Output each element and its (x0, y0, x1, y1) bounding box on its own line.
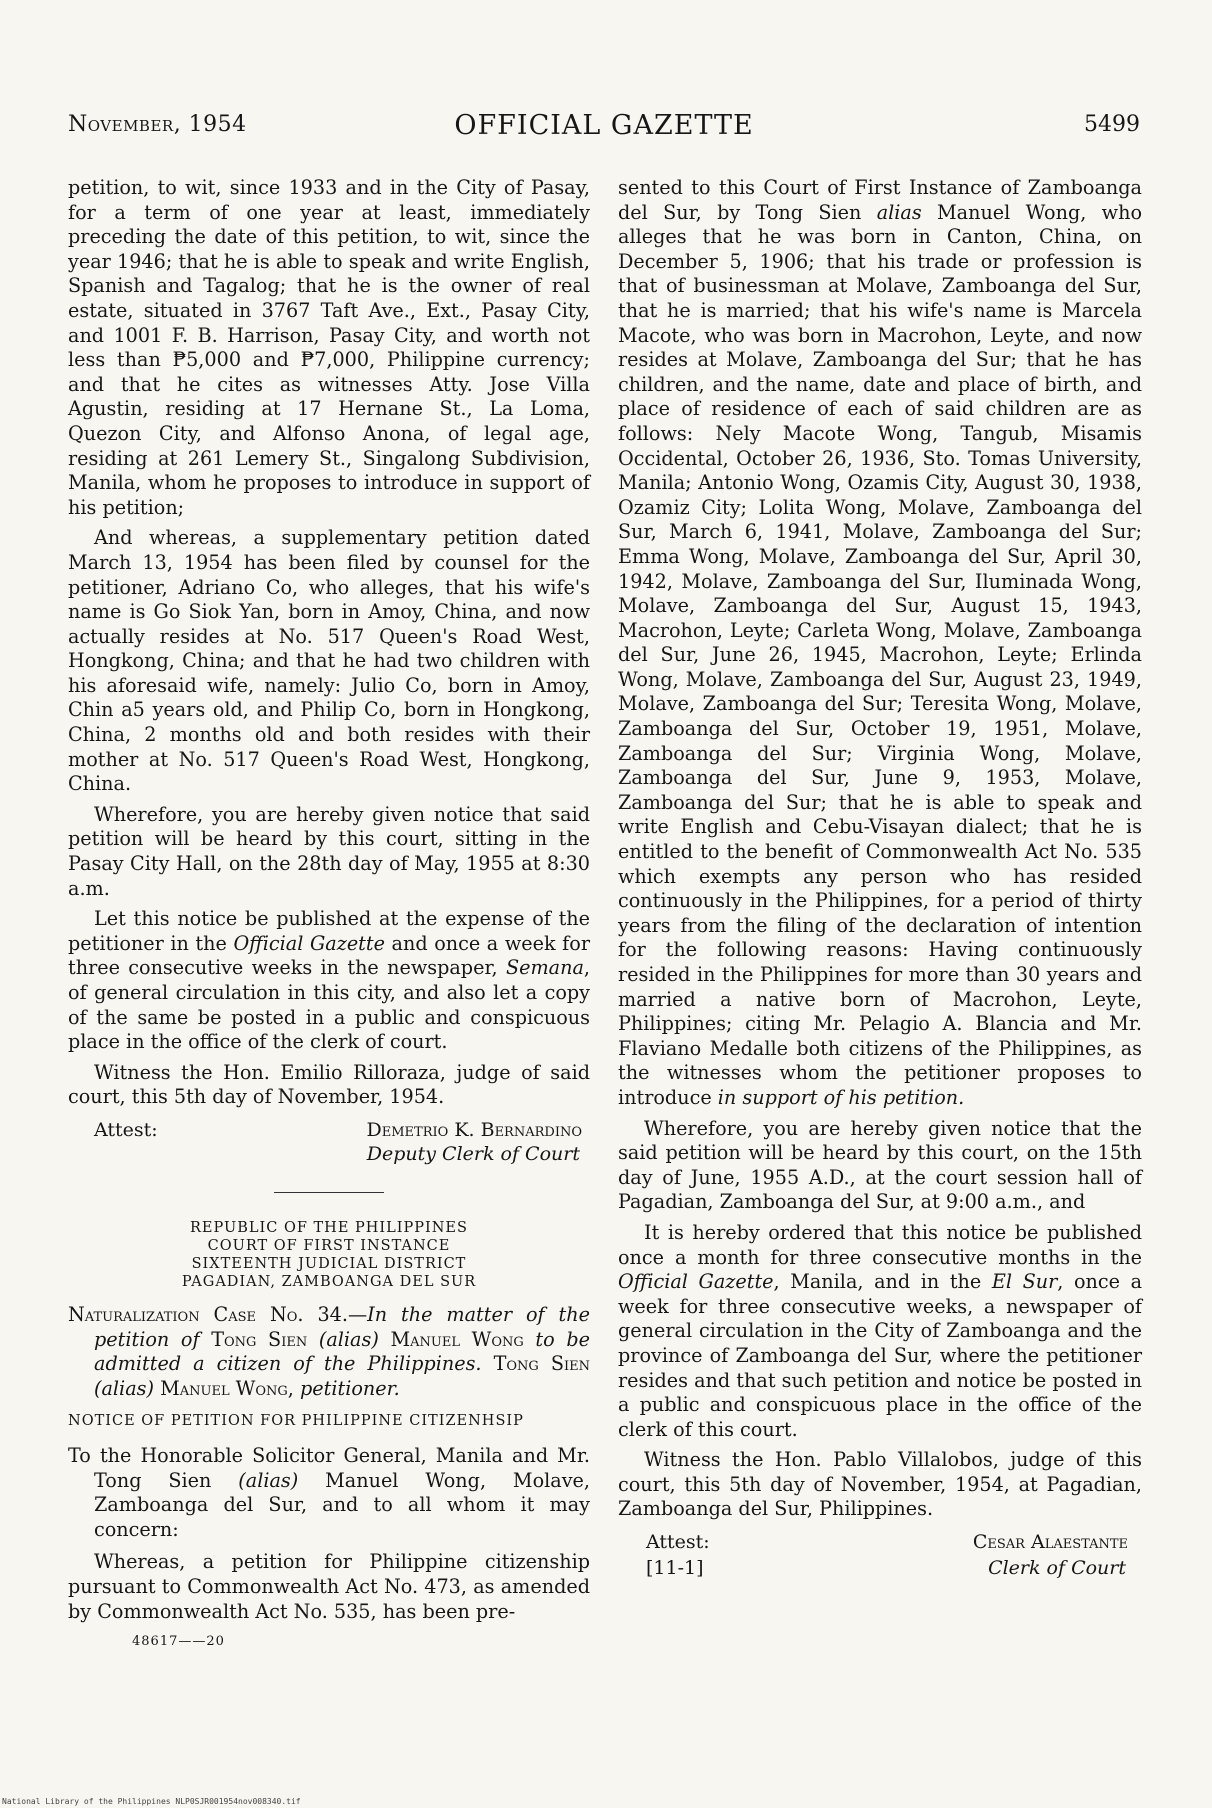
paragraph: And whereas, a supplementary petition dated March 13, 1954 has been filed by counsel for the petitioner, Adriano Co, who alleges, that his wife's name is Go Siok Yan, born in Amoy, China, and now actually resides at No. 517 Queen's Road West, Hongkong, China; and that he had two children with his aforesaid wife, namely: Julio Co, born in Amoy, Chin a5 years old, and Philip Co, born in Hongkong, China, 2 months old and both resides with their mother at No. 517 Queen's Road West, Hongkong, China. (68, 526, 590, 796)
attest-title: Clerk of Court (988, 1557, 1126, 1580)
scan-footer: National Library of the Philippines NLP0SJR001954nov008340.tif (2, 1797, 301, 1806)
paragraph: Witness the Hon. Pablo Villalobos, judge of this court, this 5th day of November, 1954, at Pagadian, Zamboanga del Sur, Philippines. (618, 1448, 1142, 1521)
page-header (68, 112, 1140, 146)
case-caption: Naturalization Case No. 34.—In the matter of the petition of Tong Sien (alias) Manuel Wong to be admitted a citizen of the Philippines. Tong Sien (alias) Manuel Wong, petitioner. (68, 1302, 590, 1400)
attest-title: Deputy Clerk of Court (366, 1142, 580, 1165)
left-column (68, 176, 590, 1655)
header-date: November, 1954 (68, 112, 247, 137)
paragraph: Wherefore, you are hereby given notice that said petition will be heard by this court, sitting in the Pasay City Hall, on the 28th day of May, 1955 at 8:30 a.m. (68, 802, 590, 900)
print-code: 48617——20 (132, 1634, 225, 1650)
paragraph: Witness the Hon. Emilio Rilloraza, judge of said court, this 5th day of November, 1954. (68, 1060, 590, 1109)
paragraph: Wherefore, you are hereby given notice that the said petition will be heard by this court, on the 15th day of June, 1955 A.D., at the court session hall of Pagadian, Zamboanga del Sur, at 9:00 a.m., and (618, 1116, 1142, 1214)
paragraph: petition, to wit, since 1933 and in the City of Pasay, for a term of one year at least, immediately preceding the date of this petition, to wit, since the year 1946; that he is able to speak and write English, Spanish and Tagalog; that he is the owner of real estate, situated in 3767 Taft Ave., Ext., Pasay City, and 1001 F. B. Harrison, Pasay City, and worth not less than ₱5,000 and ₱7,000, Philippine currency; and that he cites as witnesses Atty. Jose Villa Agustin, residing at 17 Hernane St., La Loma, Quezon City, and Alfonso Anona, of legal age, residing at 261 Lemery St., Singalong Subdivision, Manila, whom he proposes to introduce in support of his petition; (68, 176, 590, 519)
paragraph: sented to this Court of First Instance of Zamboanga del Sur, by Tong Sien alias Manuel Wong, who alleges that he was born in Canton, China, on December 5, 1906; that his trade or profession is that of businessman at Molave, Zamboanga del Sur, that he is married; that his wife's name is Marcela Macote, who was born in Macrohon, Leyte, and now resides at Molave, Zamboanga del Sur; that he has children, and the name, date and place of birth, and place of residence of each of said children are as follows: Nely Macote Wong, Tangub, Misamis Occidental, October 26, 1936, Sto. Tomas University, Manila; Antonio Wong, Ozamis City, August 30, 1938, Ozamiz City; Lolita Wong, Molave, Zamboanga del Sur, March 6, 1941, Molave, Zamboanga del Sur; Emma Wong, Molave, Zamboanga del Sur, April 30, 1942, Molave, Zamboanga del Sur, Iluminada Wong, Molave, Zamboanga del Sur, August 15, 1943, Macrohon, Leyte; Carleta Wong, Molave, Zamboanga del Sur, June 26, 1945, Macrohon, Leyte; Erlinda Wong, Molave, Zamboanga del Sur, August 23, 1949, Molave, Zamboanga del Sur; Teresita Wong, Molave, Zamboanga del Sur, October 19, 1951, Molave, Zamboanga del Sur; Virginia Wong, Molave, Zamboanga del Sur, June 9, 1953, Molave, Zamboanga del Sur; that he is able to speak and write English and Cebu-Visayan dialect; that he is entitled to the benefit of Commonwealth Act No. 535 which exempts any person who has resided continuously in the Philippines, for a period of thirty years from the filing of the declaration of intention for the following reasons: Having continuously resided in the Philippines for more than 30 years and married a native born of Macrohon, Leyte, Philippines; citing Mr. Pelagio A. Blancia and Mr. Flaviano Medalle both citizens of the Philippines, as the witnesses whom the petitioner proposes to introduce in support of his petition. (618, 176, 1142, 1109)
issue-number: [11-1] (646, 1557, 704, 1580)
attest-label: Attest: (646, 1531, 710, 1554)
paragraph: Let this notice be published at the expense of the petitioner in the Official Gazette and once a week for three consecutive weeks in the newspaper, Semana, of general circulation in this city, and also let a copy of the same be posted in a public and conspicuous place in the office of the clerk of court. (68, 907, 590, 1054)
court-heading: REPUBLIC OF THE PHILIPPINES COURT OF FIRST INSTANCE SIXTEENTH JUDICIAL DISTRICT PAGADIAN, ZAMBOANGA DEL SUR (181, 1219, 477, 1290)
page-number: 5499 (1084, 112, 1140, 137)
header-title: OFFICIAL GAZETTE (454, 110, 754, 141)
notice-title: NOTICE OF PETITION FOR PHILIPPINE CITIZENHSIP (68, 1413, 524, 1430)
addressee: To the Honorable Solicitor General, Manila and Mr. Tong Sien (alias) Manuel Wong, Molave, Zamboanga del Sur, and to all whom it may concern: (68, 1443, 590, 1541)
attest-name: Demetrio K. Bernardino (366, 1118, 582, 1141)
attest-label: Attest: (94, 1118, 158, 1141)
attest-block (68, 1118, 590, 1170)
divider (274, 1192, 384, 1193)
attest-name: Cesar Alaestante (972, 1531, 1128, 1554)
right-column (618, 176, 1142, 1584)
attest-block (618, 1530, 1142, 1584)
paragraph: Whereas, a petition for Philippine citizenship pursuant to Commonwealth Act No. 473, as amended by Commonwealth Act No. 535, has been pre- (68, 1550, 590, 1623)
paragraph: It is hereby ordered that this notice be published once a month for three consecutive months in the Official Gazette, Manila, and in the El Sur, once a week for three consecutive weeks, a newspaper of general circulation in the City of Zamboanga and the province of Zamboanga del Sur, where the petitioner resides and that such petition and notice be posted in a public and conspicuous place in the office of the clerk of this court. (618, 1220, 1143, 1441)
